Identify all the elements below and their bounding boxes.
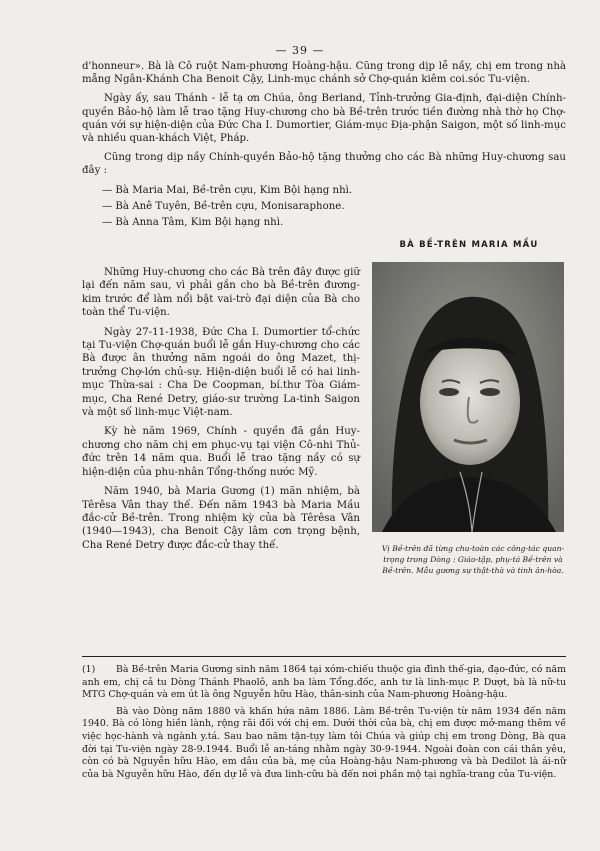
footnote-paragraph: Bà vào Dòng năm 1880 và khấn hứa năm 1886. Làm Bề-trên Tu-viện từ năm 1934 đến năm 1940. Bà có lòng hiền lành, rộng rãi đối với chị em. Dưới thời của bà, chị em được mở-mang thêm về việc học-hành và ngành y.tá. Sau bao năm tận-tụy làm tôi Chúa và giúp chị em trong Dòng, Bà qua đời tại Tu-viện ngày 28-9.1944. Buổi lễ an-táng nhằm ngày 30-9-1944. Ngoài đoàn con cái thân yêu, còn có bà Nguyễn hữu Hào, em dâu của bà, mẹ của Hoàng-hậu Nam-phương và bà Dedilot là ái-nữ của bà Nguyễn hữu Hào, đến dự lễ và đưa linh-cữu bà đến nơi phần mộ tại nghĩa-trang của Tu-viện. <box>82 705 566 780</box>
footnote-paragraph: Bà Bề-trên Maria Gương sinh năm 1864 tại xóm-chiếu thuộc gia đình thế-gia, đạo-đức, có năm anh em, chị cả tu Dòng Thánh Phaolô, anh ba làm Tổng.đốc, anh tư là linh-mục P. Dượt, bà là nữ-tu MTG Chợ-quán và em út là ông Nguyễn hữu Hào, thân-sinh của Nam-phương Hoàng-hậu. <box>82 664 566 701</box>
left-column-text <box>82 266 360 558</box>
medal-list-item: — Bà Anê Tuyên, Bề-trên cựu, Monisaraphone. <box>102 200 345 212</box>
portrait-photo <box>372 262 564 532</box>
intro-text <box>82 60 566 232</box>
photo-caption: Vị Bề-trên đã từng chu-toàn các công-tác quan-trọng trong Dòng : Giáo-tập, phụ-tá Bề-trên và Bề-trên. Mẫu gương sự thật-thà và tinh ân-hòa. <box>381 544 565 575</box>
footnote-divider <box>82 656 566 657</box>
photo-title: BÀ BỀ-TRÊN MARIA MẦU <box>399 240 539 250</box>
footnote <box>82 664 566 785</box>
portrait-illustration <box>372 262 564 532</box>
paragraph: Ngày ấy, sau Thánh - lễ tạ ơn Chúa, ông Berland, Tỉnh-trưởng Gia-định, đại-diện Chính-quyền Bảo-hộ làm lễ trao tặng Huy-chương cho bà Bề-trên trước tiền đường nhà thờ họ Chợ-quán với sự hiện-diện của Đức Cha I. Dumortier, Giám-mục Địa-phận Saigon, một số linh-mục và nhiều quan-khách Việt, Pháp. <box>82 93 566 145</box>
medal-list-item: — Bà Maria Mai, Bề-trên cựu, Kim Bội hạng nhì. <box>102 184 353 196</box>
medal-list-item: — Bà Anna Tâm, Kim Bội hạng nhì. <box>102 217 284 229</box>
page-number: — 39 — <box>275 44 325 57</box>
footnote-marker: (1) <box>82 664 96 675</box>
paragraph: Kỳ hè năm 1969, Chính - quyền đã gắn Huy-chương cho năm chị em phục-vụ tại viện Cô-nhi Thủ-đức trên 14 năm qua. Buổi lễ trao tặng nầy có sự hiện-diện của phu-nhân Tổng-thống nước Mỹ. <box>82 426 360 478</box>
paragraph: Cũng trong dịp nầy Chính-quyền Bảo-hộ tặng thưởng cho các Bà những Huy-chương sau đây : <box>82 152 566 177</box>
paragraph: Những Huy-chương cho các Bà trên đây được giữ lại đến năm sau, vì phải gắn cho bà Bề-trên đương-kim trước để làm nổi bật vai-trò đại diện của Bà cho toàn thể Tu-viện. <box>82 267 360 319</box>
paragraph: d'honneur». Bà là Cô ruột Nam-phương Hoàng-hậu. Cũng trong dịp lễ nầy, chị em trong nhà mẵng Ngân-Khánh Cha Benoit Cậy, Linh-mục chánh sở Chợ-quán kiêm coi.sóc Tu-viện. <box>82 61 566 86</box>
paragraph: Năm 1940, bà Maria Gương (1) mãn nhiệm, bà Têrêsa Vân thay thế. Đến năm 1943 bà Maria Mầu đắc-cử Bề-trên. Trong nhiệm kỳ của bà Têrêsa Vân (1940—1943), cha Benoit Cậy lâm cơn trọng bệnh, Cha René Detry được đắc-cử thay thế. <box>82 486 360 551</box>
paragraph: Ngày 27-11-1938, Đức Cha I. Dumortier tổ-chức tại Tu-viện Chợ-quán buổi lễ gắn Huy-chương cho các Bà được ân thưởng năm ngoái do ông Mazet, thị-trưởng Chợ-lớn chủ-sự. Hiện-diện buổi lễ có hai linh-mục Thừa-sai : Cha De Coopman, bí.thư Tòa Giám-mục, Cha René Detry, giáo-sư trường La-tinh Saigon và một số linh-mục Việt-nam. <box>82 326 360 419</box>
